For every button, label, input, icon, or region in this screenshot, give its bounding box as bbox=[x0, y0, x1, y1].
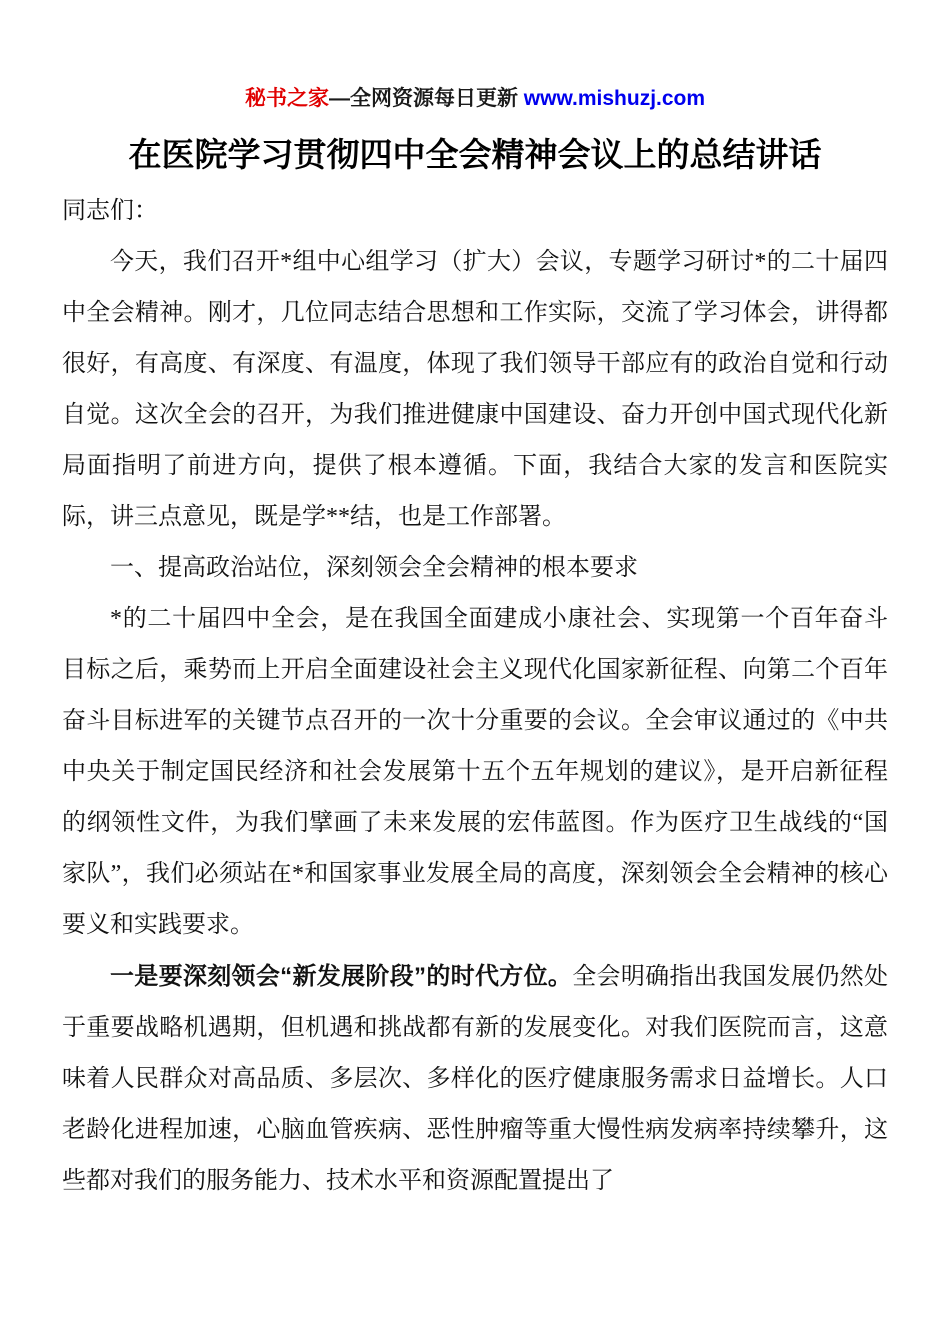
site-tagline: —全网资源每日更新 bbox=[328, 87, 524, 110]
site-url-link[interactable]: www.mishuzj.com bbox=[523, 87, 706, 110]
paragraph-new-stage-lead: 一是要深刻领会“新发展阶段”的时代方位。 bbox=[110, 963, 573, 990]
section-heading-1: 一、提高政治站位，深刻领会全会精神的根本要求 bbox=[110, 555, 638, 581]
document-title: 在医院学习贯彻四中全会精神会议上的总结讲话 bbox=[128, 136, 822, 173]
salutation: 同志们： bbox=[62, 198, 158, 224]
site-header bbox=[62, 86, 888, 112]
paragraph-new-stage-body: 全会明确指出我国发展仍然处于重要战略机遇期，但机遇和挑战都有新的发展变化。对我们医院而言，这意味着人民群众对高品质、多层次、多样化的医疗健康服务需求日益增长。人口老龄化进程加速，心脑血管疾病、恶性肿瘤等重大慢性病发病率持续攀升，这些都对我们的服务能力、技术水平和资源配置提出了 bbox=[62, 964, 888, 1194]
paragraph-intro: 今天，我们召开*组中心组学习（扩大）会议，专题学习研讨*的二十届四中全会精神。刚才，几位同志结合思想和工作实际，交流了学习体会，讲得都很好，有高度、有深度、有温度，体现了我们领导干部应有的政治自觉和行动自觉。这次全会的召开，为我们推进健康中国建设、奋力开创中国式现代化新局面指明了前进方向，提供了根本遵循。下面，我结合大家的发言和医院实际，讲三点意见，既是学**结，也是工作部署。 bbox=[62, 249, 888, 530]
paragraph-plenary: *的二十届四中全会，是在我国全面建成小康社会、实现第一个百年奋斗目标之后，乘势而上开启全面建设社会主义现代化国家新征程、向第二个百年奋斗目标进军的关键节点召开的一次十分重要的会议。全会审议通过的《中共中央关于制定国民经济和社会发展第十五个五年规划的建议》，是开启新征程的纲领性文件，为我们擘画了未来发展的宏伟蓝图。作为医疗卫生战线的“国家队”，我们必须站在*和国家事业发展全局的高度，深刻领会全会精神的核心要义和实践要求。 bbox=[62, 606, 888, 938]
paragraph-new-stage bbox=[62, 951, 888, 1207]
site-brand: 秘书之家 bbox=[244, 87, 329, 110]
